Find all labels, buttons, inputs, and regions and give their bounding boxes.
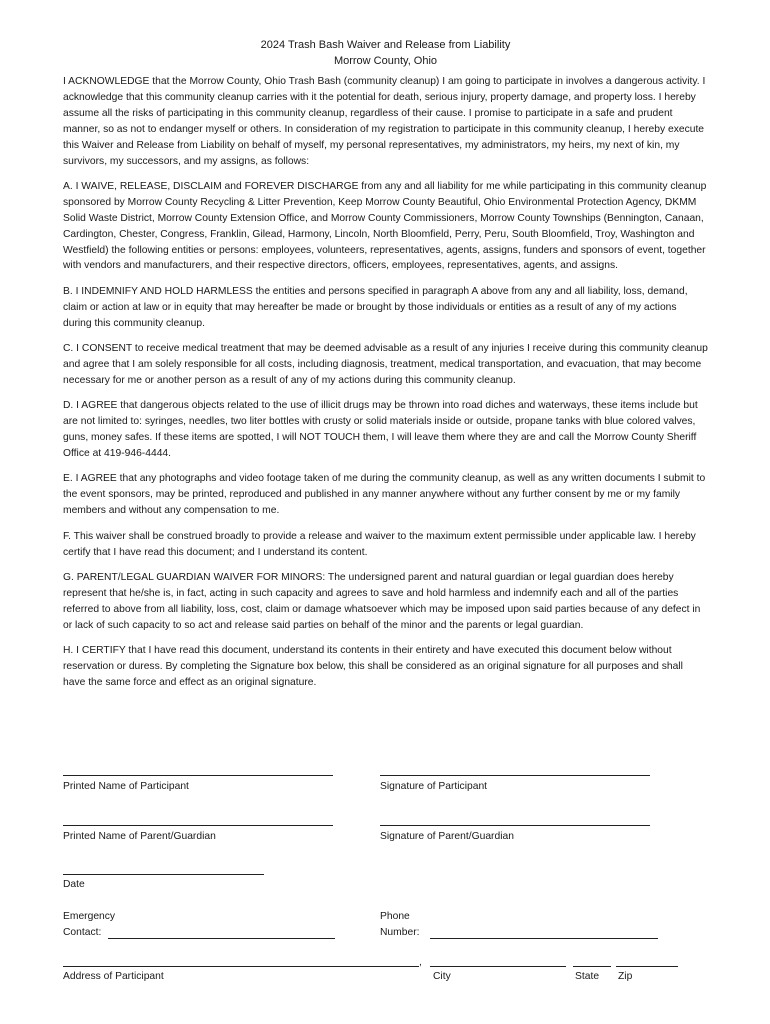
signature-participant-label: Signature of Participant bbox=[380, 781, 488, 792]
phone-label: Phone bbox=[380, 911, 410, 922]
date-line[interactable] bbox=[63, 874, 264, 875]
signature-guardian-line[interactable] bbox=[380, 825, 650, 826]
paragraph-f: F. This waiver shall be construed broadly to provide a release and waiver to the maximum extent permissible under applicable law. I hereby certify that I have read this document; and I understand its content. bbox=[63, 530, 696, 558]
paragraph-intro: I ACKNOWLEDGE that the Morrow County, Ohio Trash Bash (community cleanup) I am going to participate in involves a dangerous activity. I acknowledge that this community cleanup carries with it the potential for death, serious injury, property damage, and property loss. I hereby assume all the risks of participating in this community cleanup, regardless of their cause. I promise to participate in a safe and prudent manner, so as not to endanger myself or others. In consideration of my registration to participate in this community cleanup, I hereby execute this Waiver and Release from Liability on behalf of myself, my personal representatives, my administrators, my heirs, my next of kin, my survivors, my successors, and my assigns, as follows: bbox=[63, 76, 706, 167]
zip-line[interactable] bbox=[616, 966, 678, 967]
printed-name-participant-line[interactable] bbox=[63, 775, 333, 776]
emergency-label: Emergency bbox=[63, 911, 116, 922]
zip-label: Zip bbox=[618, 971, 633, 982]
emergency-contact-label: Contact: bbox=[63, 927, 102, 938]
emergency-contact-line[interactable] bbox=[108, 938, 335, 939]
paragraph-h: H. I CERTIFY that I have read this document, understand its contents in their entirety and have executed this document below without reservation or duress. By completing the Signature box below, this shall be considered as an original signature for all purposes and shall have the same force and effect as an original signature. bbox=[63, 645, 683, 688]
paragraph-c: C. I CONSENT to receive medical treatment that may be deemed advisable as a result of any injuries I receive during this community cleanup and agree that I am solely responsible for all costs, including diagnosis, treatment, medical transportation, and evacuation, that may become necessary for me or another person as a result of any of my actions during this community cleanup. bbox=[63, 343, 708, 386]
city-line[interactable] bbox=[430, 966, 566, 967]
printed-name-participant-label: Printed Name of Participant bbox=[63, 781, 189, 792]
address-line[interactable] bbox=[63, 966, 419, 967]
state-label: State bbox=[575, 971, 600, 982]
signature-participant-line[interactable] bbox=[380, 775, 650, 776]
paragraph-g: G. PARENT/LEGAL GUARDIAN WAIVER FOR MINORS: The undersigned parent and natural guardian or legal guardian does hereby represent that he/she is, in fact, acting in such capacity and agrees to save and hold harmless and indemnify each and all of the parties referred to above from all liability, loss, cost, claim or damage whatsoever which may be imposed upon said parties because of any defect in or lack of such capacity to so act and release said parties on behalf of the minor and the parents or legal guardian. bbox=[63, 571, 701, 631]
state-line[interactable] bbox=[573, 966, 611, 967]
paragraph-e: E. I AGREE that any photographs and video footage taken of me during the community cleanup, as well as any written documents I submit to the event sponsors, may be printed, reproduced and published in any manner anywhere without any further consent by me or my family members and without any compensation to me. bbox=[63, 473, 706, 517]
paragraph-b: B. I INDEMNIFY AND HOLD HARMLESS the entities and persons specified in paragraph A above from any and all liability, loss, demand, claim or action at law or in equity that may hereafter be made or brought by those individuals or entities as a result of any of my actions during this community cleanup. bbox=[63, 285, 688, 329]
paragraph-d: D. I AGREE that dangerous objects related to the use of illicit drugs may be thrown into road diches and waterways, these items include but are not limited to: syringes, needles, two liter bottles with crusty or solid materials inside or outside, propane tanks with blue colored valves, guns, money safes. If these items are spotted, I will NOT TOUCH them, I will leave them where they are and call the Morrow County Sheriff Office at 419-946-4444. bbox=[63, 400, 698, 460]
phone-number-label: Number: bbox=[380, 927, 420, 938]
city-label: City bbox=[433, 971, 451, 982]
document-title: 2024 Trash Bash Waiver and Release from Liability bbox=[260, 39, 511, 51]
document-subtitle: Morrow County, Ohio bbox=[333, 54, 438, 67]
address-label: Address of Participant bbox=[63, 971, 164, 982]
signature-guardian-label: Signature of Parent/Guardian bbox=[380, 831, 514, 842]
waiver-document bbox=[63, 38, 708, 700]
date-label: Date bbox=[63, 879, 85, 890]
address-comma: , bbox=[419, 957, 422, 968]
paragraph-a: A. I WAIVE, RELEASE, DISCLAIM and FOREVER DISCHARGE from any and all liability for me while participating in this community cleanup sponsored by Morrow County Recycling & Litter Prevention, Keep Morrow County Beautiful, Ohio Environmental Protection Agency, DKMM Solid Waste District, Morrow County Extension Office, and Morrow County Commissioners, Morrow County Townships (Bennington, Canaan, Cardington, Chester, Congress, Franklin, Gilead, Harmony, Lincoln, North Bloomfield, Perry, Peru, South Bloomfield, Troy, Washington and Westfield) the following entities or persons: employees, volunteers, representatives, agents, assigns, funders and sponsors of event, together with vendors and manufacturers, and their respective directors, officers, employees, representatives, agents, and assigns. bbox=[63, 180, 707, 272]
printed-name-guardian-label: Printed Name of Parent/Guardian bbox=[63, 831, 216, 842]
phone-number-line[interactable] bbox=[430, 938, 658, 939]
printed-name-guardian-line[interactable] bbox=[63, 825, 333, 826]
